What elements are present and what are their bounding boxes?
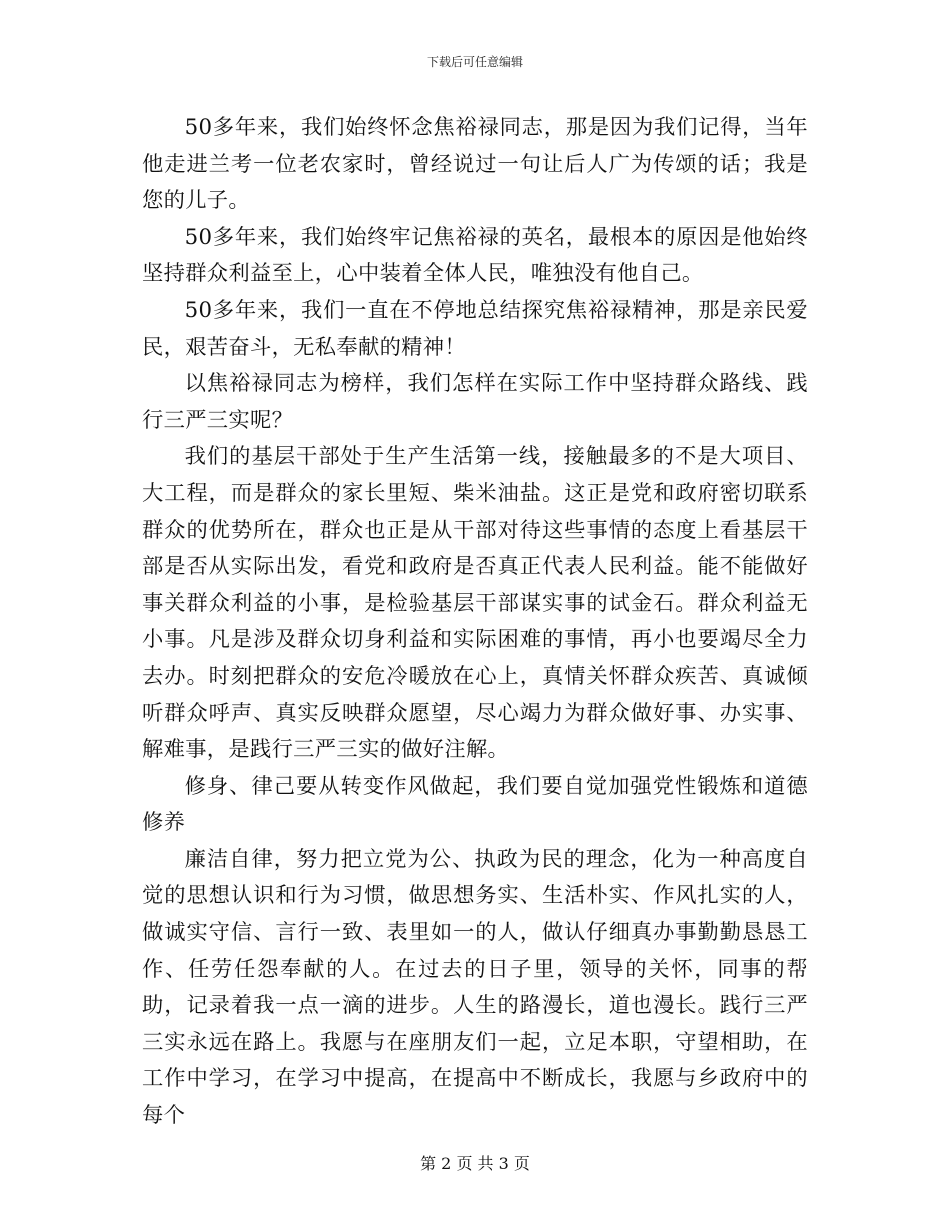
paragraph-5: 我们的基层干部处于生产生活第一线，接触最多的不是大项目、大工程，而是群众的家长里短、柴米油盐。这正是党和政府密切联系群众的优势所在，群众也正是从干部对待这些事情的态度上看基层干部是否从实际出发，看党和政府是否真正代表人民利益。能不能做好事关群众利益的小事，是检验基层干部谋实事的试金石。群众利益无小事。凡是涉及群众切身利益和实际困难的事情，再小也要竭尽全力去办。时刻把群众的安危冷暖放在心上，真情关怀群众疾苦、真诚倾听群众呼声、真实反映群众愿望，尽心竭力为群众做好事、办实事、解难事，是践行三严三实的做好注解。 [142,444,808,763]
paragraph-7: 廉洁自律，努力把立党为公、执政为民的理念，化为一种高度自觉的思想认识和行为习惯，做思想务实、生活朴实、作风扎实的人，做诚实守信、言行一致、表里如一的人，做认仔细真办事勤勤恳恳工作、任劳任怨奉献的人。在过去的日子里，领导的关怀，同事的帮助，记录着我一点一滴的进步。人生的路漫长，道也漫长。践行三严三实永远在路上。我愿与在座朋友们一起，立足本职，守望相助，在工作中学习，在学习中提高，在提高中不断成长，我愿与乡政府中的每个 [142,846,808,1129]
paragraph-3: 50多年来，我们一直在不停地总结探究焦裕禄精神，那是亲民爱民，艰苦奋斗，无私奉献的精神！ [142,297,808,360]
paragraph-1: 50多年来，我们始终怀念焦裕禄同志，那是因为我们记得，当年他走进兰考一位老农家时，曾经说过一句让后人广为传颂的话；我是您的儿子。 [142,115,808,214]
paragraph-6: 修身、律己要从转变作风做起，我们要自觉加强党性锻炼和道德修养 [142,773,808,836]
page-footer: 第 2 页 共 3 页 [420,1154,530,1173]
paragraph-2: 50多年来，我们始终牢记焦裕禄的英名，最根本的原因是他始终坚持群众利益至上，心中装着全体人民，唯独没有他自己。 [142,224,808,287]
document-body [142,110,808,1135]
paragraph-4: 以焦裕禄同志为榜样，我们怎样在实际工作中坚持群众路线、践行三严三实呢？ [142,371,808,433]
page-header: 下载后可任意编辑 [426,55,523,69]
